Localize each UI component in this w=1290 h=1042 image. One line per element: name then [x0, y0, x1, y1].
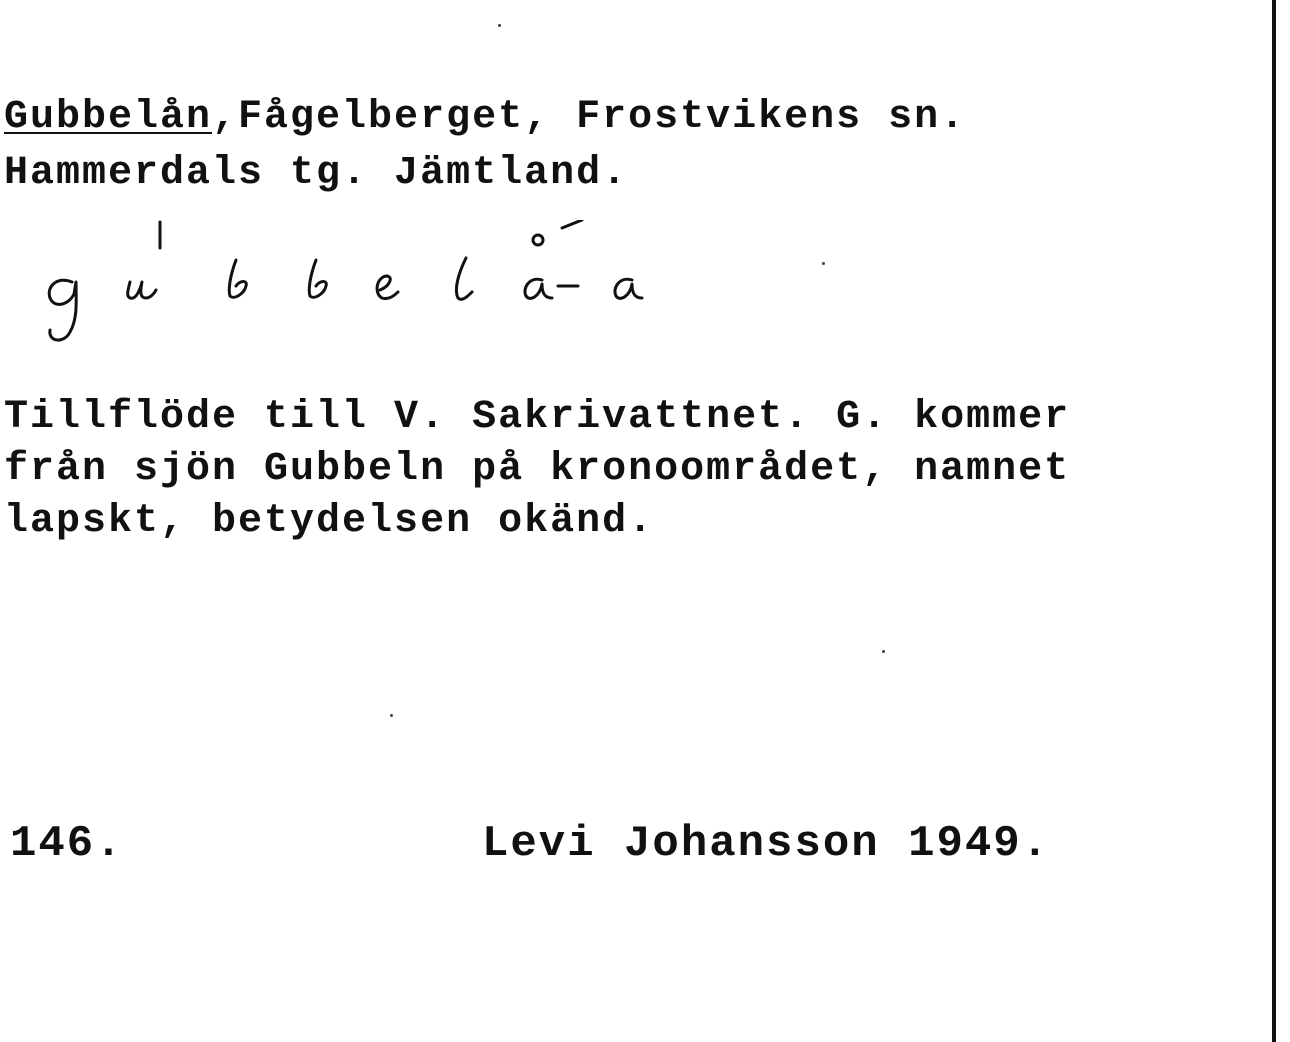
body-line-3: lapskt, betydelsen okänd.	[4, 499, 655, 544]
card-number: 146.	[10, 819, 124, 869]
card-edge-border	[1272, 0, 1276, 1042]
heading-line-2: Hammerdals tg. Jämtland.	[4, 151, 629, 196]
handwritten-pronunciation	[30, 220, 680, 350]
paper-speck	[498, 24, 501, 27]
heading-line-1	[4, 92, 966, 144]
paper-speck	[882, 650, 885, 653]
paper-speck	[822, 262, 825, 265]
place-location: ,Fågelberget, Frostvikens sn.	[212, 95, 967, 140]
body-line-1: Tillflöde till V. Sakrivattnet. G. kommer	[4, 395, 1071, 440]
place-name: Gubbelån	[4, 95, 213, 140]
paper-speck	[390, 714, 393, 717]
body-line-2: från sjön Gubbeln på kronoområdet, namnet	[4, 447, 1071, 492]
author-and-year: Levi Johansson 1949.	[482, 819, 1051, 869]
